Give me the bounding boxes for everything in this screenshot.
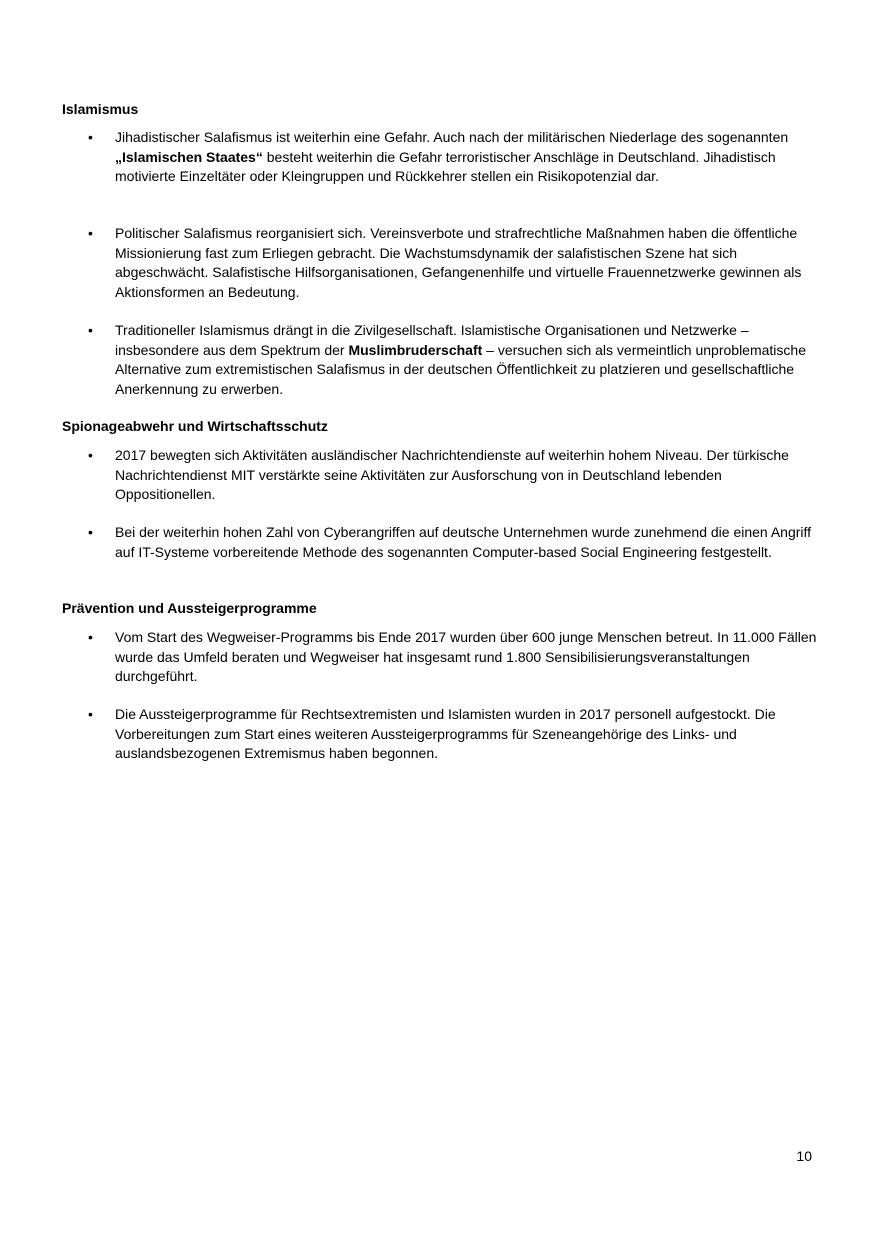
bullet-icon: • [88, 129, 93, 145]
text-segment: Bei der weiterhin hohen Zahl von Cyberangriffen auf deutsche Unternehmen wurde zunehmend die einen Angriff auf IT-Systeme vorbereitende Methode des sogenannten Computer-based Social Engineering festgestellt. [115, 524, 812, 560]
list-item-text [115, 446, 820, 505]
bullet-icon: • [88, 706, 93, 722]
section-heading-spionageabwehr: Spionageabwehr und Wirtschaftsschutz [62, 418, 328, 434]
text-segment: Traditioneller Islamismus drängt in die Zivilgesellschaft. Islamistische Organisationen und Netzwerke – insbesondere aus dem Spektrum der [115, 322, 749, 358]
list-item-text [115, 321, 820, 399]
list-item-text [115, 705, 820, 764]
bullet-icon: • [88, 629, 93, 645]
bullet-icon: • [88, 524, 93, 540]
text-segment: – versuchen sich als vermeintlich unproblematische Alternative zum extremistischen Salafismus in der deutschen Öffentlichkeit zu platzieren und gesellschaftliche Anerkennung zu erwerben. [115, 341, 806, 397]
section-heading-islamismus: Islamismus [62, 101, 139, 117]
bullet-icon: • [88, 322, 93, 338]
list-item-text [115, 628, 820, 687]
text-segment: 2017 bewegten sich Aktivitäten ausländischer Nachrichtendienste auf weiterhin hohem Niveau. Der türkische Nachrichtendienst MIT verstärkte seine Aktivitäten zur Ausforschung von in Deutschland lebenden Oppositionellen. [115, 447, 789, 502]
text-segment: Politischer Salafismus reorganisiert sich. Vereinsverbote und strafrechtliche Maßnahmen haben die öffentliche Missionierung fast zum Erliegen gebracht. Die Wachstumsdynamik der salafistischen Szene hat sich abgeschwächt. Salafistische Hilfsorganisationen, Gefangenenhilfe und virtuelle Frauennetzwerke gewinnen als Aktionsformen an Bedeutung. [115, 225, 802, 300]
section-heading-praevention: Prävention und Aussteigerprogramme [62, 600, 317, 616]
text-segment: besteht weiterhin die Gefahr terroristischer Anschläge in Deutschland. Jihadistisch motivierte Einzeltäter oder Kleingruppen und Rückkehrer stellen ein Risikopotenzial dar. [115, 148, 776, 184]
bullet-icon: • [88, 447, 93, 463]
page-number: 10 [796, 1148, 812, 1164]
text-segment-bold: Muslimbruderschaft [348, 341, 483, 358]
list-item-text [115, 128, 820, 187]
text-segment: Die Aussteigerprogramme für Rechtsextremisten und Islamisten wurden in 2017 personell aufgestockt. Die Vorbereitungen zum Start eines weiteren Aussteigerprogramms für Szeneangehörige des Links- und auslandsbezogenen Extremismus haben begonnen. [115, 706, 776, 761]
text-segment: Vom Start des Wegweiser-Programms bis Ende 2017 wurden über 600 junge Menschen betreut. In 11.000 Fällen wurde das Umfeld beraten und Wegweiser hat insgesamt rund 1.800 Sensibilisierungsveranstaltungen durchgeführt. [115, 629, 817, 684]
text-segment-bold: „Islamischen Staates“ [115, 148, 263, 165]
list-item-text [115, 224, 820, 302]
bullet-icon: • [88, 225, 93, 241]
text-segment: Jihadistischer Salafismus ist weiterhin eine Gefahr. Auch nach der militärischen Niederlage des sogenannten [115, 129, 789, 145]
list-item-text [115, 523, 820, 562]
